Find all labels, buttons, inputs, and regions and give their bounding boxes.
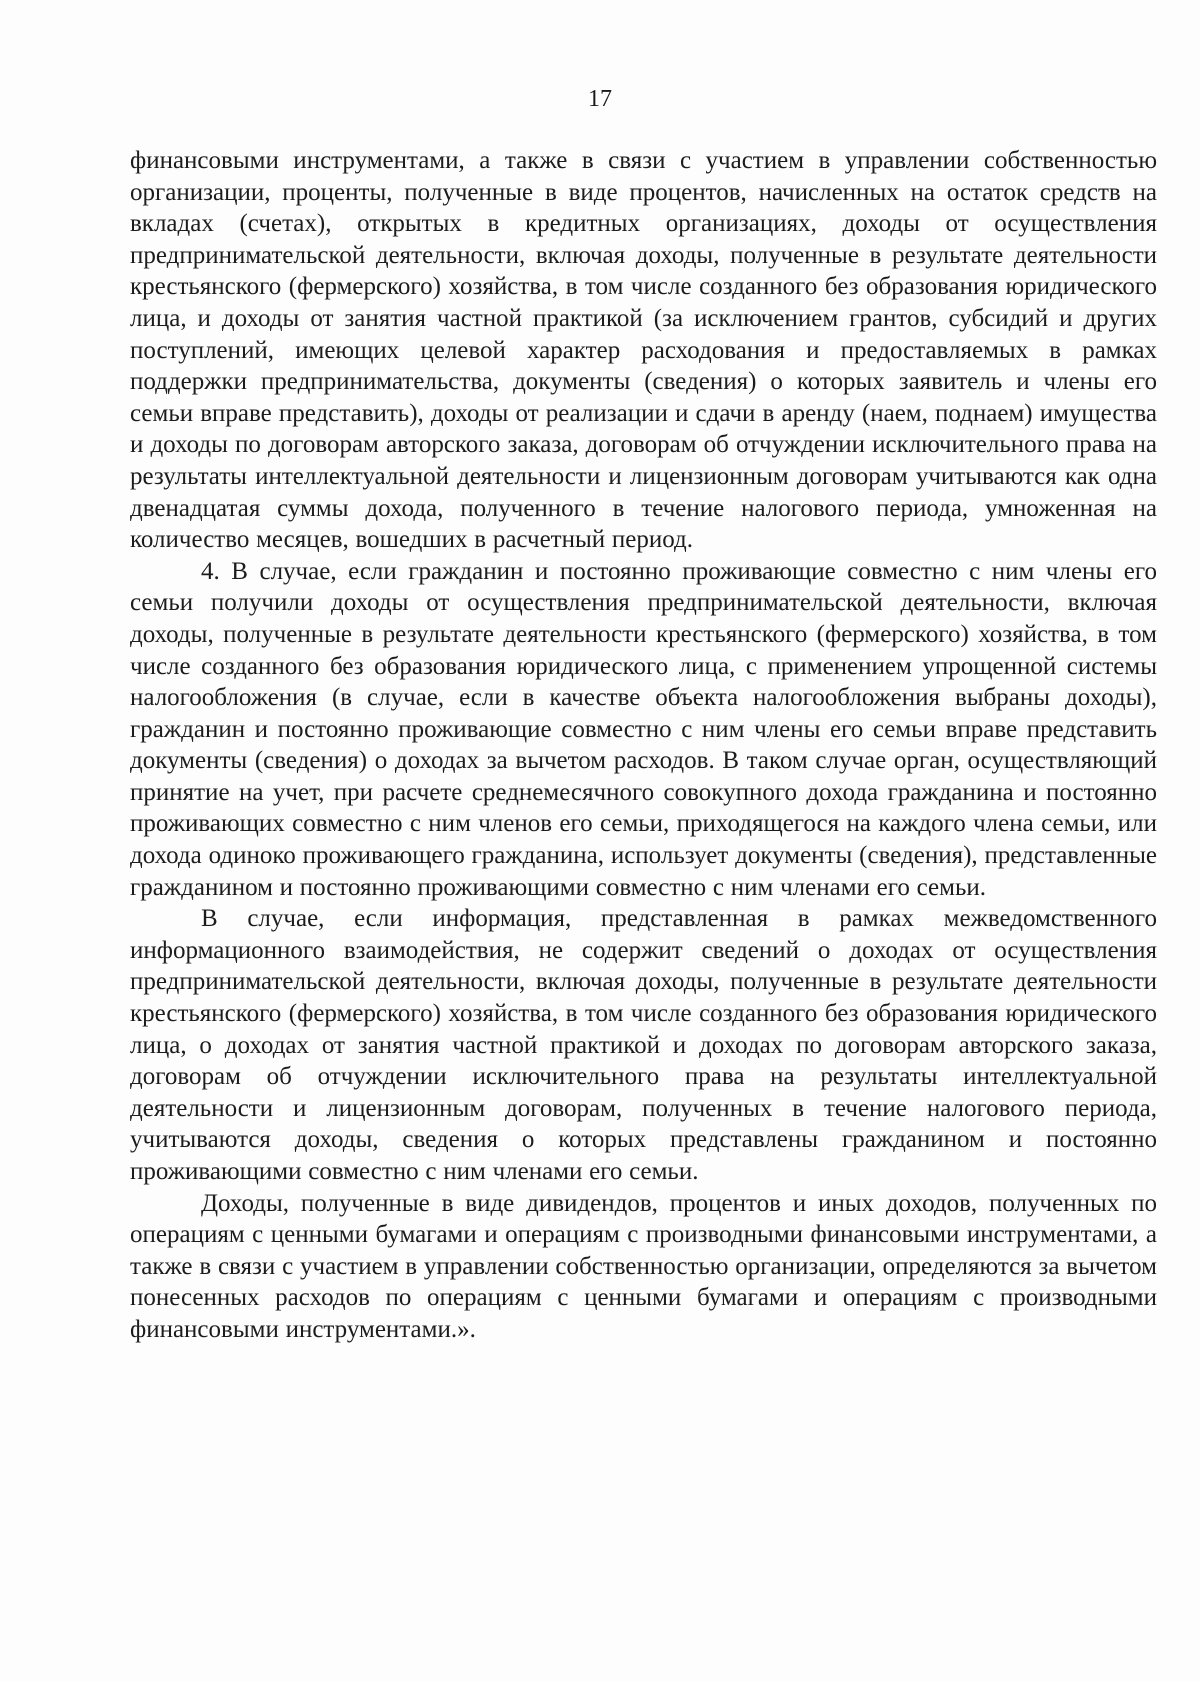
paragraph-interagency-info: В случае, если информация, представленная в рамках межведомственного информационного взаимодействия, не содержит сведений о доходах от осуществления предпринимательской деятельности, включая доходы, полученные в результате деятельности крестьянского (фермерского) хозяйства, в том числе созданного без образования юридического лица, о доходах от занятия частной практикой и доходах по договорам авторского заказа, договорам об отчуждении исключительного права на результаты интеллектуальной деятельности и лицензионным договорам, полученных в течение налогового периода, учитываются доходы, сведения о которых представлены гражданином и постоянно проживающими совместно с ним членами его семьи. (130, 905, 1157, 1185)
page-number: 17 (588, 86, 612, 112)
paragraph-continuation: финансовыми инструментами, а также в связи с участием в управлении собственностью организации, проценты, полученные в виде процентов, начисленных на остаток средств на вкладах (счетах), открытых в кредитных организациях, доходы от осуществления предпринимательской деятельности, включая доходы, полученные в результате деятельности крестьянского (фермерского) хозяйства, в том числе созданного без образования юридического лица, и доходы от занятия частной практикой (за исключением грантов, субсидий и других поступлений, имеющих целевой характер расходования и предоставляемых в рамках поддержки предпринимательства, документы (сведения) о которых заявитель и члены его семьи вправе представить), доходы от реализации и сдачи в аренду (наем, поднаем) имущества и доходы по договорам авторского заказа, договорам об отчуждении исключительного права на результаты интеллектуальной деятельности и лицензионным договорам учитываются как одна двенадцатая суммы дохода, полученного в течение налогового периода, умноженная на количество месяцев, вошедших в расчетный период. (130, 147, 1157, 554)
paragraph-item-4: 4. В случае, если гражданин и постоянно проживающие совместно с ним члены его семьи получили доходы от осуществления предпринимательской деятельности, включая доходы, полученные в результате деятельности крестьянского (фермерского) хозяйства, в том числе созданного без образования юридического лица, с применением упрощенной системы налогообложения (в случае, если в качестве объекта налогообложения выбраны доходы), гражданин и постоянно проживающие совместно с ним члены его семьи вправе представить документы (сведения) о доходах за вычетом расходов. В таком случае орган, осуществляющий принятие на учет, при расчете среднемесячного совокупного дохода гражданина и постоянно проживающих совместно с ним членов его семьи, приходящегося на каждого члена семьи, или дохода одиноко проживающего гражданина, использует документы (сведения), представленные гражданином и постоянно проживающими совместно с ним членами его семьи. (130, 557, 1157, 901)
paragraph-dividends: Доходы, полученные в виде дивидендов, процентов и иных доходов, полученных по операциям с ценными бумагами и операциям с производными финансовыми инструментами, а также в связи с участием в управлении собственностью организации, определяются за вычетом понесенных расходов по операциям с ценными бумагами и операциям с производными финансовыми инструментами.». (130, 1189, 1157, 1343)
document-body (130, 145, 1157, 1346)
